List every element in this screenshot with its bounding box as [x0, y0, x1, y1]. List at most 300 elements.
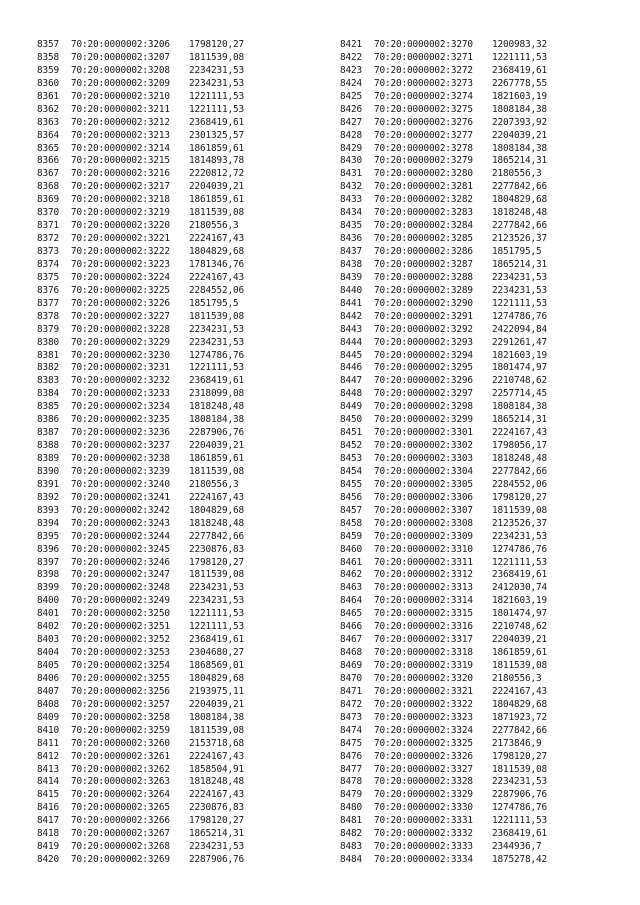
cadastral-value: 2318099,08: [189, 388, 244, 400]
cadastral-value: 2234231,53: [492, 530, 547, 542]
row-index: 8473: [340, 711, 362, 723]
cadastral-number: 70:20:0000002:3263: [71, 776, 170, 788]
table-row: [340, 789, 602, 802]
table-row: [340, 544, 602, 557]
cadastral-value: 1274786,76: [492, 310, 547, 322]
cadastral-number: 70:20:0000002:3272: [374, 64, 473, 76]
row-index: 8464: [340, 595, 362, 607]
cadastral-number: 70:20:0000002:3223: [71, 258, 170, 270]
cadastral-value: 2277842,66: [492, 181, 547, 193]
cadastral-value: 2412030,74: [492, 582, 547, 594]
cadastral-value: 1221111,53: [189, 362, 244, 374]
cadastral-value: 2193975,11: [189, 685, 244, 697]
cadastral-value: 1221111,53: [492, 815, 547, 827]
cadastral-number: 70:20:0000002:3306: [374, 491, 473, 503]
cadastral-number: 70:20:0000002:3321: [374, 685, 473, 697]
table-row: [340, 401, 602, 414]
cadastral-value: 1821603,19: [492, 90, 547, 102]
cadastral-value: 2204039,21: [189, 181, 244, 193]
row-index: 8398: [37, 569, 59, 581]
cadastral-number: 70:20:0000002:3225: [71, 284, 170, 296]
table-row: [37, 531, 299, 544]
row-index: 8387: [37, 427, 59, 439]
row-index: 8460: [340, 543, 362, 555]
cadastral-value: 1804829,68: [189, 504, 244, 516]
cadastral-number: 70:20:0000002:3266: [71, 815, 170, 827]
row-index: 8391: [37, 478, 59, 490]
table-row: [340, 828, 602, 841]
table-row: [37, 608, 299, 621]
row-index: 8444: [340, 336, 362, 348]
row-index: 8440: [340, 284, 362, 296]
table-row: [37, 104, 299, 117]
row-index: 8482: [340, 828, 362, 840]
row-index: 8438: [340, 258, 362, 270]
cadastral-number: 70:20:0000002:3277: [374, 129, 473, 141]
cadastral-value: 2287906,76: [189, 427, 244, 439]
cadastral-number: 70:20:0000002:3279: [374, 155, 473, 167]
table-row: [340, 65, 602, 78]
cadastral-number: 70:20:0000002:3250: [71, 608, 170, 620]
cadastral-number: 70:20:0000002:3211: [71, 103, 170, 115]
cadastral-value: 1274786,76: [492, 543, 547, 555]
table-row: [37, 272, 299, 285]
row-index: 8456: [340, 491, 362, 503]
table-row: [340, 479, 602, 492]
cadastral-number: 70:20:0000002:3220: [71, 220, 170, 232]
table-row: [340, 505, 602, 518]
cadastral-value: 2123526,37: [492, 517, 547, 529]
cadastral-number: 70:20:0000002:3224: [71, 271, 170, 283]
row-index: 8484: [340, 854, 362, 866]
row-index: 8366: [37, 155, 59, 167]
row-index: 8365: [37, 142, 59, 154]
row-index: 8376: [37, 284, 59, 296]
cadastral-value: 1865214,31: [492, 155, 547, 167]
row-index: 8389: [37, 453, 59, 464]
table-row: [340, 699, 602, 712]
cadastral-value: 2284552,06: [189, 284, 244, 296]
cadastral-value: 1804829,68: [189, 246, 244, 257]
row-index: 8396: [37, 543, 59, 555]
cadastral-value: 1811539,08: [189, 724, 244, 736]
row-index: 8414: [37, 776, 59, 788]
row-index: 8378: [37, 310, 59, 322]
row-index: 8432: [340, 181, 362, 193]
table-row: [340, 285, 602, 298]
cadastral-value: 2204039,21: [492, 129, 547, 141]
cadastral-value: 2204039,21: [189, 698, 244, 710]
cadastral-number: 70:20:0000002:3287: [374, 258, 473, 270]
table-row: [340, 414, 602, 427]
table-row: [340, 841, 602, 854]
cadastral-number: 70:20:0000002:3303: [374, 453, 473, 464]
cadastral-value: 2234231,53: [492, 776, 547, 788]
row-index: 8386: [37, 414, 59, 426]
row-index: 8358: [37, 51, 59, 63]
cadastral-number: 70:20:0000002:3216: [71, 168, 170, 180]
cadastral-value: 1221111,53: [492, 297, 547, 309]
cadastral-value: 2224167,43: [189, 750, 244, 762]
cadastral-value: 2277842,66: [492, 220, 547, 232]
cadastral-value: 1221111,53: [492, 51, 547, 63]
cadastral-number: 70:20:0000002:3311: [374, 556, 473, 568]
cadastral-value: 1798120,27: [189, 39, 244, 50]
row-index: 8441: [340, 297, 362, 309]
cadastral-value: 1851795,5: [189, 297, 239, 309]
table-row: [37, 544, 299, 557]
row-index: 8363: [37, 116, 59, 128]
table-row: [340, 78, 602, 91]
cadastral-value: 1221111,53: [189, 90, 244, 102]
row-index: 8429: [340, 142, 362, 154]
cadastral-number: 70:20:0000002:3304: [374, 465, 473, 477]
row-index: 8461: [340, 556, 362, 568]
row-index: 8423: [340, 64, 362, 76]
cadastral-value: 2368419,61: [189, 116, 244, 128]
cadastral-number: 70:20:0000002:3313: [374, 582, 473, 594]
cadastral-number: 70:20:0000002:3221: [71, 233, 170, 245]
cadastral-number: 70:20:0000002:3260: [71, 737, 170, 749]
table-row: [340, 725, 602, 738]
cadastral-number: 70:20:0000002:3281: [374, 181, 473, 193]
row-index: 8426: [340, 103, 362, 115]
cadastral-value: 1865214,31: [492, 414, 547, 426]
row-index: 8478: [340, 776, 362, 788]
table-row: [37, 143, 299, 156]
cadastral-number: 70:20:0000002:3305: [374, 478, 473, 490]
cadastral-value: 1801474,97: [492, 608, 547, 620]
cadastral-value: 1821603,19: [492, 349, 547, 361]
cadastral-value: 1861859,61: [492, 647, 547, 659]
cadastral-number: 70:20:0000002:3325: [374, 737, 473, 749]
cadastral-number: 70:20:0000002:3242: [71, 504, 170, 516]
table-row: [340, 686, 602, 699]
cadastral-value: 1865214,31: [492, 258, 547, 270]
row-index: 8433: [340, 194, 362, 206]
table-row: [37, 285, 299, 298]
cadastral-value: 2368419,61: [492, 569, 547, 581]
row-index: 8447: [340, 375, 362, 387]
row-index: 8475: [340, 737, 362, 749]
cadastral-number: 70:20:0000002:3273: [374, 77, 473, 89]
cadastral-number: 70:20:0000002:3294: [374, 349, 473, 361]
row-index: 8477: [340, 763, 362, 775]
cadastral-number: 70:20:0000002:3230: [71, 349, 170, 361]
row-index: 8457: [340, 504, 362, 516]
table-row: [340, 815, 602, 828]
cadastral-number: 70:20:0000002:3222: [71, 246, 170, 257]
cadastral-number: 70:20:0000002:3240: [71, 478, 170, 490]
cadastral-value: 1818248,48: [189, 776, 244, 788]
row-index: 8434: [340, 207, 362, 219]
table-row: [37, 751, 299, 764]
table-row: [37, 557, 299, 570]
table-row: [37, 854, 299, 867]
cadastral-value: 1861859,61: [189, 194, 244, 206]
row-index: 8379: [37, 323, 59, 335]
cadastral-value: 1818248,48: [492, 207, 547, 219]
table-row: [37, 621, 299, 634]
cadastral-number: 70:20:0000002:3258: [71, 711, 170, 723]
row-index: 8470: [340, 672, 362, 684]
cadastral-value: 1875278,42: [492, 854, 547, 866]
cadastral-value: 1818248,48: [492, 453, 547, 464]
row-index: 8424: [340, 77, 362, 89]
row-index: 8380: [37, 336, 59, 348]
cadastral-number: 70:20:0000002:3218: [71, 194, 170, 206]
cadastral-value: 2234231,53: [492, 271, 547, 283]
cadastral-number: 70:20:0000002:3237: [71, 440, 170, 452]
table-row: [37, 699, 299, 712]
cadastral-value: 1808184,38: [492, 103, 547, 115]
cadastral-value: 2344936,7: [492, 841, 542, 853]
row-index: 8467: [340, 634, 362, 646]
cadastral-number: 70:20:0000002:3262: [71, 763, 170, 775]
cadastral-number: 70:20:0000002:3214: [71, 142, 170, 154]
row-index: 8448: [340, 388, 362, 400]
table-row: [340, 298, 602, 311]
cadastral-number: 70:20:0000002:3328: [374, 776, 473, 788]
cadastral-number: 70:20:0000002:3207: [71, 51, 170, 63]
cadastral-value: 2284552,06: [492, 478, 547, 490]
cadastral-number: 70:20:0000002:3280: [374, 168, 473, 180]
cadastral-value: 2277842,66: [492, 724, 547, 736]
cadastral-value: 2220812,72: [189, 168, 244, 180]
row-index: 8469: [340, 660, 362, 671]
cadastral-value: 1865214,31: [189, 828, 244, 840]
table-row: [340, 634, 602, 647]
cadastral-number: 70:20:0000002:3290: [374, 297, 473, 309]
cadastral-number: 70:20:0000002:3293: [374, 336, 473, 348]
cadastral-number: 70:20:0000002:3331: [374, 815, 473, 827]
cadastral-value: 1861859,61: [189, 142, 244, 154]
table-row: [340, 181, 602, 194]
table-row: [37, 673, 299, 686]
cadastral-number: 70:20:0000002:3245: [71, 543, 170, 555]
cadastral-number: 70:20:0000002:3284: [374, 220, 473, 232]
cadastral-number: 70:20:0000002:3291: [374, 310, 473, 322]
cadastral-number: 70:20:0000002:3274: [374, 90, 473, 102]
cadastral-value: 1798056,17: [492, 440, 547, 452]
table-row: [340, 168, 602, 181]
cadastral-number: 70:20:0000002:3288: [374, 271, 473, 283]
cadastral-number: 70:20:0000002:3270: [374, 39, 473, 50]
cadastral-number: 70:20:0000002:3317: [374, 634, 473, 646]
cadastral-number: 70:20:0000002:3246: [71, 556, 170, 568]
row-index: 8394: [37, 517, 59, 529]
cadastral-number: 70:20:0000002:3312: [374, 569, 473, 581]
table-row: [37, 518, 299, 531]
cadastral-number: 70:20:0000002:3285: [374, 233, 473, 245]
table-row: [340, 350, 602, 363]
row-index: 8465: [340, 608, 362, 620]
table-row: [37, 324, 299, 337]
row-index: 8409: [37, 711, 59, 723]
cadastral-number: 70:20:0000002:3334: [374, 854, 473, 866]
table-row: [37, 388, 299, 401]
cadastral-value: 2204039,21: [492, 634, 547, 646]
cadastral-number: 70:20:0000002:3209: [71, 77, 170, 89]
row-index: 8407: [37, 685, 59, 697]
cadastral-number: 70:20:0000002:3299: [374, 414, 473, 426]
table-row: [37, 246, 299, 259]
cadastral-number: 70:20:0000002:3307: [374, 504, 473, 516]
cadastral-value: 2180556,3: [189, 220, 239, 232]
row-index: 8481: [340, 815, 362, 827]
cadastral-number: 70:20:0000002:3259: [71, 724, 170, 736]
table-row: [340, 673, 602, 686]
cadastral-value: 2257714,45: [492, 388, 547, 400]
table-row: [340, 569, 602, 582]
cadastral-value: 1804829,68: [492, 194, 547, 206]
row-index: 8452: [340, 440, 362, 452]
cadastral-number: 70:20:0000002:3289: [374, 284, 473, 296]
cadastral-number: 70:20:0000002:3330: [374, 802, 473, 814]
table-row: [340, 362, 602, 375]
cadastral-number: 70:20:0000002:3239: [71, 465, 170, 477]
cadastral-number: 70:20:0000002:3318: [374, 647, 473, 659]
cadastral-value: 1821603,19: [492, 595, 547, 607]
cadastral-number: 70:20:0000002:3292: [374, 323, 473, 335]
row-index: 8374: [37, 258, 59, 270]
cadastral-value: 2224167,43: [189, 271, 244, 283]
row-index: 8413: [37, 763, 59, 775]
row-index: 8406: [37, 672, 59, 684]
table-row: [37, 233, 299, 246]
cadastral-number: 70:20:0000002:3253: [71, 647, 170, 659]
row-index: 8436: [340, 233, 362, 245]
cadastral-number: 70:20:0000002:3268: [71, 841, 170, 853]
cadastral-number: 70:20:0000002:3296: [374, 375, 473, 387]
cadastral-value: 1818248,48: [189, 401, 244, 413]
table-row: [37, 78, 299, 91]
cadastral-number: 70:20:0000002:3238: [71, 453, 170, 464]
row-index: 8416: [37, 802, 59, 814]
table-row: [340, 608, 602, 621]
cadastral-number: 70:20:0000002:3255: [71, 672, 170, 684]
cadastral-value: 1808184,38: [189, 711, 244, 723]
cadastral-number: 70:20:0000002:3320: [374, 672, 473, 684]
cadastral-number: 70:20:0000002:3236: [71, 427, 170, 439]
cadastral-number: 70:20:0000002:3248: [71, 582, 170, 594]
row-index: 8388: [37, 440, 59, 452]
row-index: 8422: [340, 51, 362, 63]
table-row: [37, 52, 299, 65]
table-row: [340, 39, 602, 52]
cadastral-value: 1801474,97: [492, 362, 547, 374]
cadastral-number: 70:20:0000002:3254: [71, 660, 170, 671]
row-index: 8446: [340, 362, 362, 374]
table-row: [37, 660, 299, 673]
table-row: [340, 751, 602, 764]
row-index: 8466: [340, 621, 362, 633]
row-index: 8383: [37, 375, 59, 387]
table-row: [37, 220, 299, 233]
table-row: [340, 660, 602, 673]
row-index: 8437: [340, 246, 362, 257]
cadastral-number: 70:20:0000002:3278: [374, 142, 473, 154]
table-row: [37, 479, 299, 492]
row-index: 8362: [37, 103, 59, 115]
cadastral-number: 70:20:0000002:3265: [71, 802, 170, 814]
row-index: 8382: [37, 362, 59, 374]
row-index: 8472: [340, 698, 362, 710]
table-row: [340, 143, 602, 156]
table-row: [37, 39, 299, 52]
table-row: [37, 582, 299, 595]
table-row: [37, 634, 299, 647]
cadastral-number: 70:20:0000002:3324: [374, 724, 473, 736]
row-index: 8405: [37, 660, 59, 671]
row-index: 8458: [340, 517, 362, 529]
cadastral-value: 1274786,76: [189, 349, 244, 361]
row-index: 8384: [37, 388, 59, 400]
row-index: 8361: [37, 90, 59, 102]
row-index: 8369: [37, 194, 59, 206]
cadastral-value: 1861859,61: [189, 453, 244, 464]
table-row: [37, 168, 299, 181]
cadastral-value: 1811539,08: [189, 569, 244, 581]
cadastral-number: 70:20:0000002:3323: [374, 711, 473, 723]
table-row: [37, 362, 299, 375]
cadastral-value: 1814893,78: [189, 155, 244, 167]
table-row: [340, 246, 602, 259]
cadastral-number: 70:20:0000002:3243: [71, 517, 170, 529]
table-row: [37, 505, 299, 518]
cadastral-value: 2368419,61: [492, 64, 547, 76]
table-row: [340, 194, 602, 207]
row-index: 8480: [340, 802, 362, 814]
cadastral-value: 2422094,84: [492, 323, 547, 335]
table-row: [37, 738, 299, 751]
table-row: [37, 350, 299, 363]
row-index: 8468: [340, 647, 362, 659]
cadastral-value: 2210748,62: [492, 621, 547, 633]
row-index: 8459: [340, 530, 362, 542]
cadastral-value: 1804829,68: [189, 672, 244, 684]
table-row: [37, 828, 299, 841]
cadastral-number: 70:20:0000002:3286: [374, 246, 473, 257]
cadastral-number: 70:20:0000002:3308: [374, 517, 473, 529]
table-row: [340, 220, 602, 233]
table-row: [37, 311, 299, 324]
cadastral-value: 2304680,27: [189, 647, 244, 659]
cadastral-value: 2224167,43: [189, 233, 244, 245]
row-index: 8454: [340, 465, 362, 477]
cadastral-number: 70:20:0000002:3229: [71, 336, 170, 348]
cadastral-number: 70:20:0000002:3208: [71, 64, 170, 76]
cadastral-number: 70:20:0000002:3282: [374, 194, 473, 206]
table-row: [340, 621, 602, 634]
cadastral-value: 1781346,76: [189, 258, 244, 270]
table-row: [340, 854, 602, 867]
table-row: [37, 595, 299, 608]
cadastral-number: 70:20:0000002:3264: [71, 789, 170, 801]
row-index: 8417: [37, 815, 59, 827]
table-row: [340, 647, 602, 660]
table-row: [37, 337, 299, 350]
cadastral-value: 1871923,72: [492, 711, 547, 723]
table-row: [340, 466, 602, 479]
row-index: 8381: [37, 349, 59, 361]
table-row: [340, 557, 602, 570]
row-index: 8430: [340, 155, 362, 167]
table-row: [37, 65, 299, 78]
cadastral-value: 1811539,08: [492, 660, 547, 671]
cadastral-number: 70:20:0000002:3217: [71, 181, 170, 193]
cadastral-number: 70:20:0000002:3329: [374, 789, 473, 801]
